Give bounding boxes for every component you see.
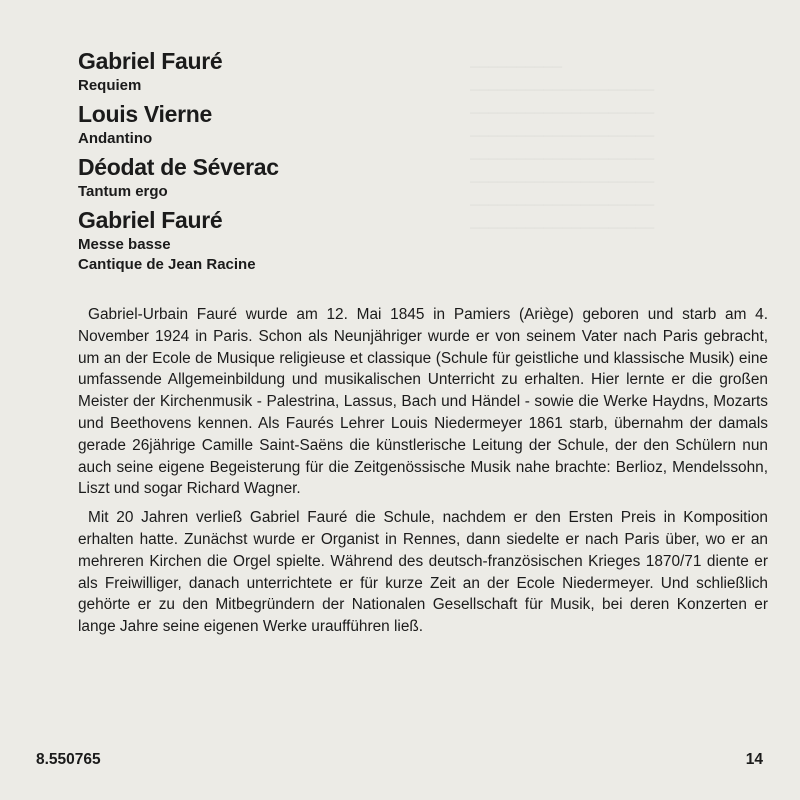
composer-name: Louis Vierne [78, 101, 213, 127]
composer-name: Gabriel Fauré [78, 48, 223, 74]
biography-text [78, 304, 768, 645]
work-title: Requiem [78, 77, 142, 94]
work-title: Tantum ergo [78, 183, 168, 200]
program-header [78, 46, 738, 275]
work-title: Andantino [78, 130, 153, 147]
body-paragraph: Gabriel-Urbain Fauré wurde am 12. Mai 1845 in Pamiers (Ariège) geboren und starb am 4. November 1924 in Paris. Schon als Neunjähriger wurde er von seinem Vater nach Paris gebracht, um an der Ecole de Musique religieuse et classique (Schule für geistliche und klassische Musik) eine umfassende Allgemeinbildung und musikalischen Unterricht zu erhalten. Hier lernte er die großen Meister der Kirchenmusik - Palestrina, Lassus, Bach und Händel - sowie die Werke Haydns, Mozarts und Beethovens kennen. Als Faurés Lehrer Louis Niedermeyer 1861 starb, übernahm der damals gerade 26jährige Camille Saint-Saëns die künstlerische Leitung der Schule, der den Schülern nun auch seine eigene Begeisterung für die Zeitgenössische Musik nahe brachte: Berlioz, Mendelssohn, Liszt und sogar Richard Wagner. [78, 306, 768, 498]
page-number: 14 [745, 751, 763, 768]
composer-name: Déodat de Séverac [78, 154, 279, 180]
body-paragraph: Mit 20 Jahren verließ Gabriel Fauré die Schule, nachdem er den Ersten Preis in Komposition erhalten hatte. Zunächst wurde er Organist in Rennes, dann siedelte er nach Paris über, wo er an mehreren Kirchen die Orgel spielte. Während des deutsch-französischen Krieges 1870/71 diente er als Freiwilliger, danach unterrichtete er für kurze Zeit an der Ecole Niedermeyer. Und schließlich gehörte er zu den Mitbegründern der Nationalen Gesellschaft für Musik, bei deren Konzerten er lange Jahre seine eigenen Werke uraufführen ließ. [78, 509, 768, 636]
work-title: Cantique de Jean Racine [78, 256, 256, 273]
show-through-texture: ────────── ──────────────────── ──────────────────── ──────────────────── ──────────────────── ──────────────────── ──────────────────── ──────────────────── [470, 59, 655, 235]
work-title: Messe basse [78, 236, 171, 253]
catalog-number: 8.550765 [36, 751, 101, 768]
composer-name: Gabriel Fauré [78, 207, 223, 233]
